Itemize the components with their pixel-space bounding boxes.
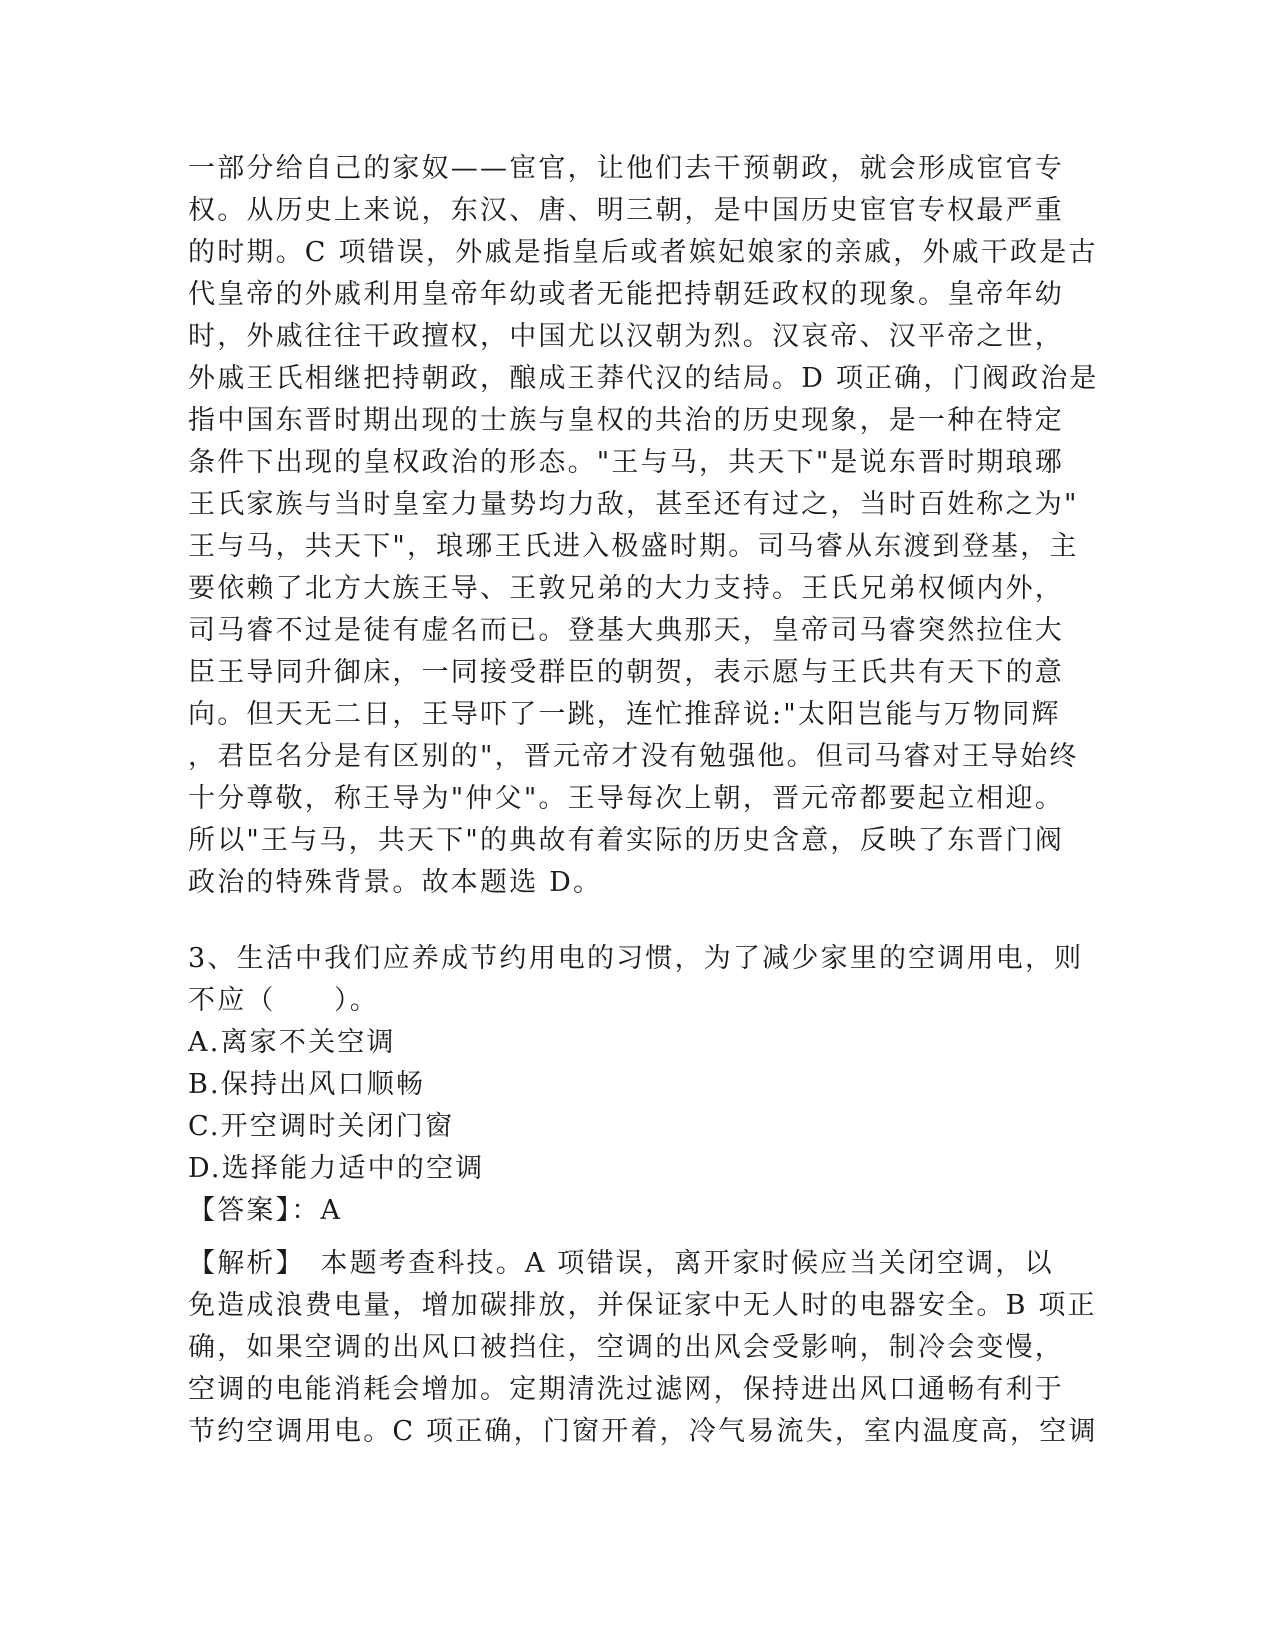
option-d: D.选择能力适中的空调 (188, 1153, 485, 1184)
explanation-line: 政治的特殊背景。故本题选 D。 (188, 867, 603, 898)
explanation-line: 权。从历史上来说，东汉、唐、明三朝，是中国历史宦官专权最严重 (188, 195, 1064, 226)
question-stem: 3、生活中我们应养成节约用电的习惯，为了减少家里的空调用电，则 (188, 943, 1084, 974)
explanation-line: 时，外戚往往干政擅权，中国尤以汉朝为烈。汉哀帝、汉平帝之世， (188, 321, 1064, 352)
option-b: B.保持出风口顺畅 (188, 1069, 426, 1100)
analysis-line: 【解析】 本题考查科技。A 项错误，离开家时候应当关闭空调，以 (188, 1248, 1054, 1279)
previous-explanation (188, 148, 1099, 904)
explanation-line: 的时期。C 项错误，外戚是指皇后或者嫔妃娘家的亲戚，外戚干政是古 (188, 237, 1098, 268)
explanation-line: ，君臣名分是有区别的"，晋元帝才没有勉强他。但司马睿对王导始终 (188, 741, 1079, 772)
analysis-line: 空调的电能消耗会增加。定期清洗过滤网，保持进出风口通畅有利于 (188, 1374, 1064, 1405)
analysis-line: 节约空调用电。C 项正确，门窗开着，冷气易流失，室内温度高，空调 (188, 1416, 1098, 1447)
explanation-line: 所以"王与马，共天下"的典故有着实际的历史含意，反映了东晋门阀 (188, 825, 1065, 856)
explanation-line: 十分尊敬，称王导为"仲父"。王导每次上朝，晋元帝都要起立相迎。 (188, 783, 1065, 814)
explanation-line: 代皇帝的外戚利用皇帝年幼或者无能把持朝廷政权的现象。皇帝年幼 (188, 279, 1064, 310)
explanation-line: 司马睿不过是徒有虚名而已。登基大典那天，皇帝司马睿突然拉住大 (188, 615, 1064, 646)
option-c: C.开空调时关闭门窗 (188, 1111, 455, 1142)
analysis-line: 免造成浪费电量，增加碳排放，并保证家中无人时的电器安全。B 项正 (188, 1290, 1097, 1321)
explanation-line: 指中国东晋时期出现的士族与皇权的共治的历史现象，是一种在特定 (188, 405, 1064, 436)
analysis-line: 确，如果空调的出风口被挡住，空调的出风会受影响，制冷会变慢， (188, 1332, 1064, 1363)
question-3 (188, 938, 1084, 1232)
explanation-line: 条件下出现的皇权政治的形态。"王与马，共天下"是说东晋时期琅琊 (188, 447, 1065, 478)
analysis-3 (188, 1243, 1098, 1453)
explanation-line: 要依赖了北方大族王导、王敦兄弟的大力支持。王氏兄弟权倾内外， (188, 573, 1064, 604)
explanation-line: 臣王导同升御床，一同接受群臣的朝贺，表示愿与王氏共有天下的意 (188, 657, 1064, 688)
explanation-line: 向。但天无二日，王导吓了一跳，连忙推辞说:"太阳岂能与万物同辉 (188, 699, 1061, 730)
question-stem: 不应（ ）。 (188, 985, 379, 1016)
answer: 【答案】：A (188, 1195, 343, 1226)
explanation-line: 王与马，共天下"，琅琊王氏进入极盛时期。司马睿从东渡到登基，主 (188, 531, 1079, 562)
explanation-line: 王氏家族与当时皇室力量势均力敌，甚至还有过之，当时百姓称之为" (188, 489, 1079, 520)
explanation-line: 一部分给自己的家奴——宦官，让他们去干预朝政，就会形成宦官专 (188, 153, 1064, 184)
explanation-line: 外戚王氏相继把持朝政，酿成王莽代汉的结局。D 项正确，门阀政治是 (188, 363, 1099, 394)
option-a: A.离家不关空调 (188, 1027, 396, 1058)
